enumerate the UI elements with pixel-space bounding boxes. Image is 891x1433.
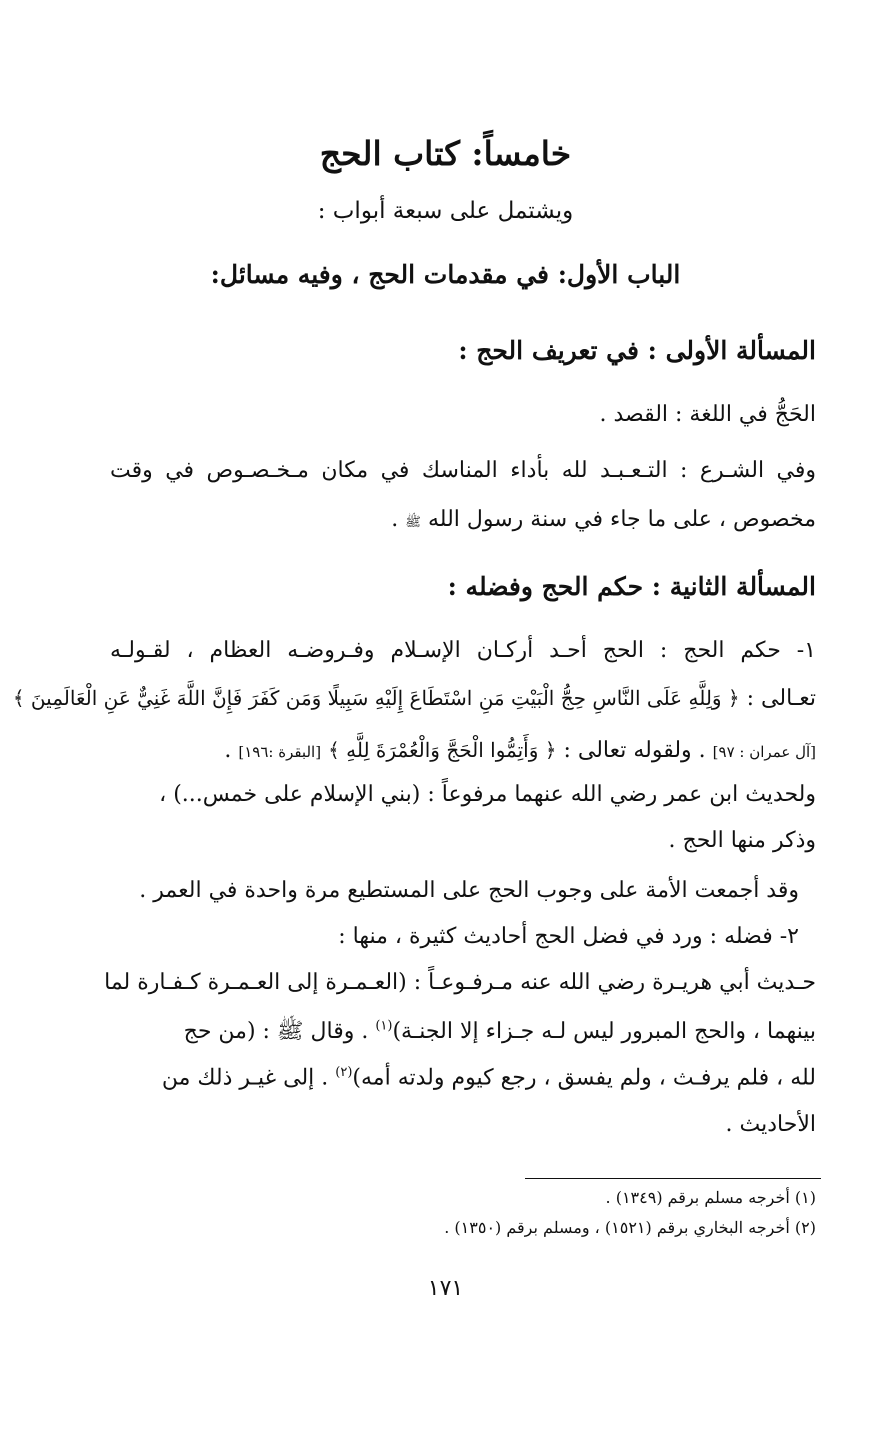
hukm-line3: [آل عمران : ٩٧] . ولقوله تعالى : ﴿ وَأَتِمُّوا الْحَجَّ وَالْعُمْرَةَ لِلَّهِ ﴾ [البقرة :١٩٦] . — [224, 738, 816, 763]
footnote-2: (٢) أخرجه البخاري برقم (١٥٢١) ، ومسلم برقم (١٣٥٠) . — [444, 1218, 816, 1237]
footnote-marker-2: (٢) — [335, 1065, 353, 1080]
issue1-shar-text: مخصوص ، على ما جاء في سنة رسول الله — [428, 507, 816, 532]
quran-ref-1: [آل عمران : ٩٧] — [712, 743, 816, 761]
footnote-1: (١) أخرجه مسلم برقم (١٣٤٩) . — [605, 1188, 816, 1207]
chapter-heading: الباب الأول: في مقدمات الحج ، وفيه مسائل: — [210, 260, 681, 289]
abu-hurayra-line3 — [110, 1065, 816, 1090]
quran-verse-2: ﴿ وَأَتِمُّوا الْحَجَّ وَالْعُمْرَةَ لِلَّهِ ﴾ — [328, 738, 557, 762]
abu-hurayra-line3-end: . إلى غيـر ذلك من — [161, 1065, 329, 1091]
hadith-line2: وذكر منها الحج . — [668, 828, 816, 853]
abu-hurayra-line2-text: بينهما ، والحج المبرور ليس لـه جـزاء إلا الجنـة) — [392, 1019, 816, 1044]
hukm-line3-mid: . ولقوله تعالى : — [563, 738, 706, 763]
issue1-heading: المسألة الأولى : في تعريف الحج : — [458, 336, 816, 365]
fadl-line: ٢- فضله : ورد في فضل الحج أحاديث كثيرة ، منها : — [338, 924, 799, 949]
issue1-shar-line1: وفي الشـرع : التـعـبـد لله بأداء المناسك في مكان مـخـصـوص في وقت — [110, 458, 816, 483]
quran-verse-1: ﴿ وَلِلَّهِ عَلَى النَّاسِ حِجُّ الْبَيْتِ مَنِ اسْتَطَاعَ إِلَيْهِ سَبِيلًا وَمَن كَفَرَ فَإِنَّ اللَّهَ غَنِيٌّ عَنِ الْعَالَمِينَ ﴾ — [12, 686, 740, 710]
abu-hurayra-line1: حـديث أبي هريـرة رضي الله عنه مـرفـوعـاً : (العـمـرة إلى العـمـرة كـفـارة لما — [104, 970, 816, 995]
abu-hurayra-line2 — [110, 1017, 816, 1049]
abu-hurayra-line2-end: . وقال ﷺ : (من حج — [183, 1019, 369, 1044]
hukm-line2 — [12, 686, 816, 711]
issue2-heading: المسألة الثانية : حكم الحج وفضله : — [447, 572, 816, 601]
page-number: ١٧١ — [427, 1276, 464, 1301]
quran-ref-2: [البقرة :١٩٦] — [238, 743, 322, 761]
page-subtitle: ويشتمل على سبعة أبواب : — [317, 198, 574, 224]
hadith-line1: ولحديث ابن عمر رضي الله عنهما مرفوعاً : (بني الإسلام على خمس...) ، — [159, 782, 816, 807]
issue1-shar-end: . — [391, 507, 399, 532]
hukm-line2-pre: تعـالى : — [746, 686, 816, 711]
hukm-line1: ١- حكم الحج : الحج أحـد أركـان الإسـلام وفـروضـه العظام ، لقـولـه — [110, 638, 816, 663]
issue1-lang-definition: الحَجُّ في اللغة : القصد . — [599, 402, 816, 427]
footnote-separator — [525, 1178, 821, 1179]
abu-hurayra-line3-text: لله ، فلم يرفـث ، ولم يفسق ، رجع كيوم ولدته أمه) — [352, 1065, 816, 1091]
issue1-shar-line2 — [110, 507, 816, 533]
ijma-line: وقد أجمعت الأمة على وجوب الحج على المستطيع مرة واحدة في العمر . — [139, 878, 799, 903]
pbuh-symbol: ﷺ — [405, 515, 422, 530]
footnote-marker-1: (١) — [375, 1018, 393, 1034]
abu-hurayra-line4: الأحاديث . — [725, 1112, 816, 1137]
page-title: خامساً: كتاب الحج — [319, 134, 572, 173]
